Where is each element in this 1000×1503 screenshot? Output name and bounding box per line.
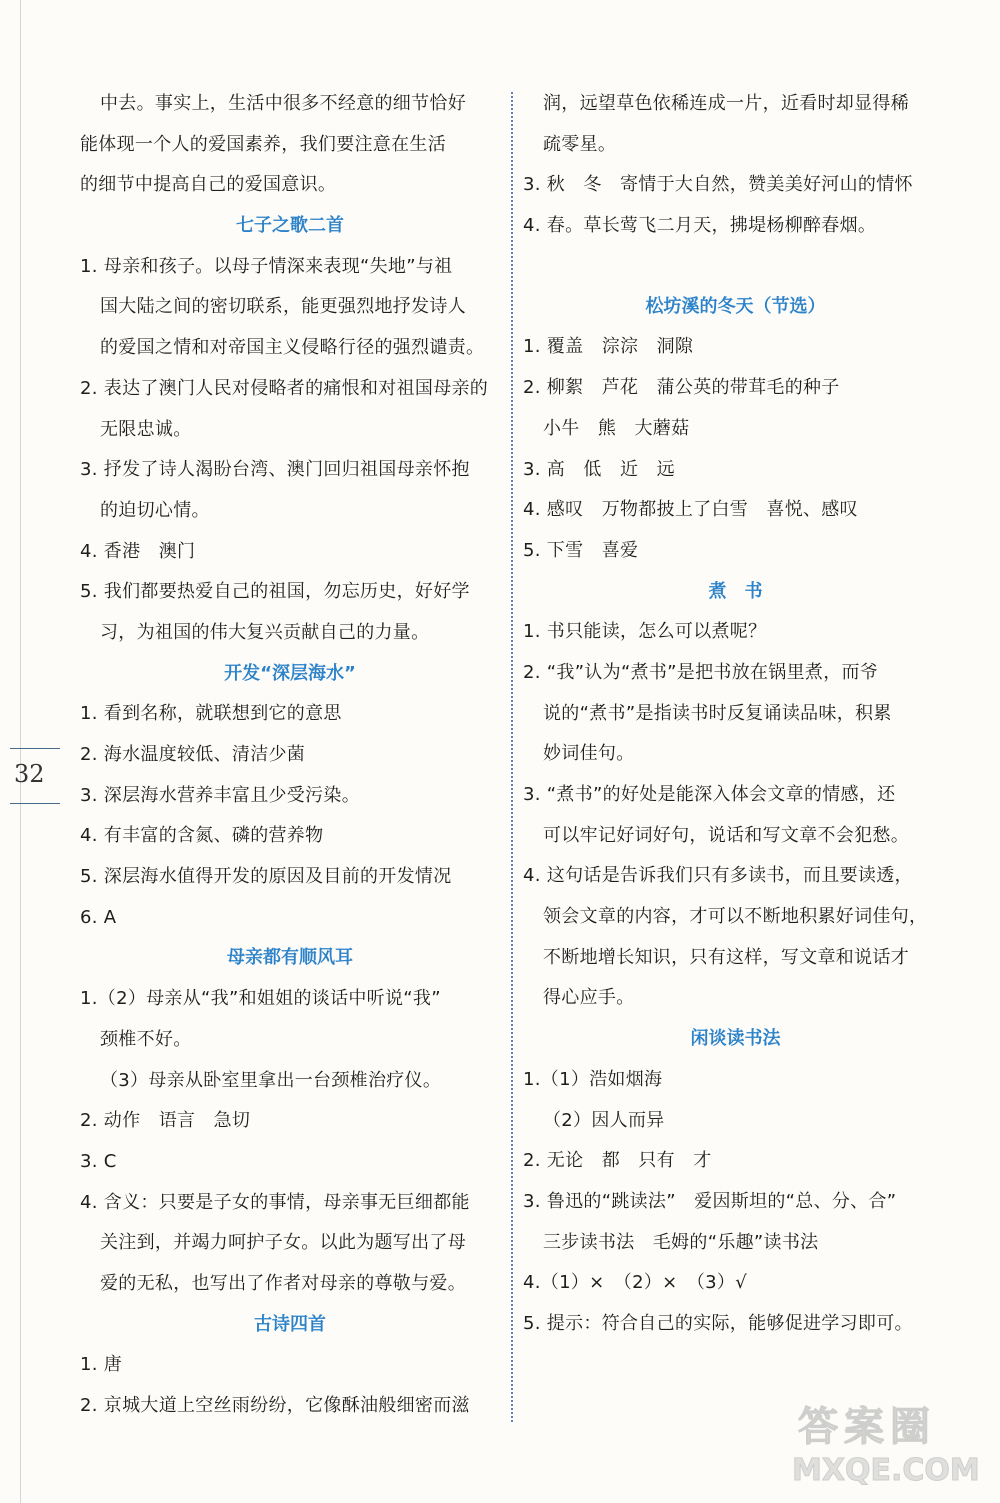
text-line: （3）母亲从卧室里拿出一台颈椎治疗仪。 (100, 1069, 442, 1091)
text-line: 1. 覆盖 淙淙 洞隙 (523, 336, 694, 358)
text-line: 爱的无私，也写出了作者对母亲的尊敬与爱。 (100, 1272, 466, 1294)
left-column (80, 84, 500, 1427)
text-line: 国大陆之间的密切联系，能更强烈地抒发诗人 (100, 296, 466, 318)
page-number: 32 (14, 760, 45, 788)
text-line: 6. A (80, 906, 117, 928)
page-number-block (10, 748, 60, 808)
text-line: 可以牢记好词好句，说话和写文章不会犯愁。 (543, 824, 909, 846)
text-line: 4. 有丰富的含氮、磷的营养物 (80, 825, 324, 847)
text-line: 中去。事实上，生活中很多不经意的细节恰好 (100, 93, 466, 114)
text-line: 4. 这句话是告诉我们只有多读书，而且要读透， (523, 865, 913, 887)
column-divider (511, 92, 513, 1422)
right-column (523, 84, 948, 1345)
text-line: 2. 柳絮 芦花 蒲公英的带茸毛的种子 (523, 377, 840, 399)
section-title-songfang: 松坊溪的冬天（节选） (645, 295, 826, 317)
text-line: 1. 书只能读，怎么可以煮呢？ (523, 621, 767, 643)
text-line: 4. 感叹 万物都披上了白雪 喜悦、感叹 (523, 499, 858, 521)
text-line: （2）因人而异 (543, 1109, 665, 1131)
section-title-gushi: 古诗四首 (254, 1313, 326, 1335)
text-line: 的爱国之情和对帝国主义侵略行径的强烈谴责。 (100, 337, 485, 359)
text-line: 不断地增长知识，只有这样，写文章和说话才 (543, 946, 909, 968)
watermark-url: MXQE.COM (792, 1453, 980, 1488)
text-line: 妙词佳句。 (543, 743, 635, 765)
text-line: 2. 海水温度较低、清洁少菌 (80, 744, 306, 765)
text-line: 2. 无论 都 只有 才 (523, 1150, 712, 1172)
text-line: 说的“煮书”是指读书时反复诵读品味，积累 (543, 702, 892, 724)
text-line: 三步读书法 毛姆的“乐趣”读书法 (543, 1231, 819, 1253)
text-line: 1.（1）浩如烟海 (523, 1068, 663, 1090)
text-line: 4. 含义：只要是子女的事情，母亲事无巨细都能 (80, 1191, 470, 1213)
text-line: 3. C (80, 1150, 117, 1172)
text-line: 4. 香港 澳门 (80, 540, 196, 562)
text-line: 小牛 熊 大蘑菇 (543, 417, 690, 439)
text-line: 5. 提示：符合自己的实际，能够促进学习即可。 (523, 1312, 913, 1334)
text-line: 4. 春。草长莺飞二月天，拂堤杨柳醉春烟。 (523, 215, 877, 237)
section-spacer (523, 247, 948, 267)
watermark-title: 答案圈 (798, 1404, 936, 1450)
text-line: 2. 京城大道上空丝雨纷纷，它像酥油般细密而滋 (80, 1395, 470, 1416)
text-line: 3. 抒发了诗人渴盼台湾、澳门回归祖国母亲怀抱 (80, 459, 470, 481)
text-line: 疏零星。 (543, 133, 617, 155)
section-title-kaifa: 开发“深层海水” (224, 662, 356, 684)
text-line: 1. 看到名称，就联想到它的意思 (80, 703, 342, 725)
text-line: 的细节中提高自己的爱国意识。 (80, 174, 337, 196)
page-number-rule-top (10, 748, 60, 749)
text-line: 4.（1）× （2）× （3）√ (523, 1272, 747, 1294)
text-line: 润，远望草色依稀连成一片，近看时却显得稀 (543, 93, 909, 114)
text-line: 1.（2）母亲从“我”和姐姐的谈话中听说“我” (80, 988, 441, 1010)
text-line: 领会文章的内容，才可以不断地积累好词佳句， (543, 906, 928, 928)
section-title-zhushu: 煮 书 (708, 580, 763, 602)
section-spacer (523, 267, 948, 287)
text-line: 习，为祖国的伟大复兴贡献自己的力量。 (100, 621, 430, 643)
text-line: 能体现一个人的爱国素养，我们要注意在生活 (80, 133, 446, 155)
text-line: 无限忠诚。 (100, 418, 192, 440)
text-line: 5. 下雪 喜爱 (523, 539, 639, 561)
text-line: 1. 唐 (80, 1354, 123, 1376)
text-line: 颈椎不好。 (100, 1028, 192, 1050)
text-line: 3. 秋 冬 寄情于大自然，赞美美好河山的情怀 (523, 174, 913, 196)
text-line: 3. 高 低 近 远 (523, 458, 675, 480)
text-line: 3. 深层海水营养丰富且少受污染。 (80, 784, 360, 806)
watermark-logo (792, 1395, 982, 1495)
page-number-rule-bottom (10, 803, 60, 804)
text-line: 得心应手。 (543, 987, 635, 1009)
text-line: 3. “煮书”的好处是能深入体会文章的情感，还 (523, 784, 896, 805)
section-title-xiantan: 闲谈读书法 (690, 1028, 781, 1050)
text-line: 关注到，并竭力呵护子女。以此为题写出了母 (100, 1232, 466, 1254)
text-line: 2. 表达了澳门人民对侵略者的痛恨和对祖国母亲的 (80, 377, 489, 399)
section-title-qizi: 七子之歌二首 (236, 215, 344, 237)
text-line: 的迫切心情。 (100, 499, 210, 521)
text-line: 5. 深层海水值得开发的原因及目前的开发情况 (80, 866, 452, 888)
text-line: 3. 鲁迅的“跳读法” 爱因斯坦的“总、分、合” (523, 1190, 897, 1212)
text-line: 2. “我”认为“煮书”是把书放在锅里煮，而爷 (523, 661, 879, 683)
text-line: 5. 我们都要热爱自己的祖国，勿忘历史，好好学 (80, 581, 470, 603)
text-line: 1. 母亲和孩子。以母子情深来表现“失地”与祖 (80, 255, 453, 277)
text-line: 2. 动作 语言 急切 (80, 1110, 251, 1132)
section-title-muqin: 母亲都有顺风耳 (227, 947, 353, 969)
